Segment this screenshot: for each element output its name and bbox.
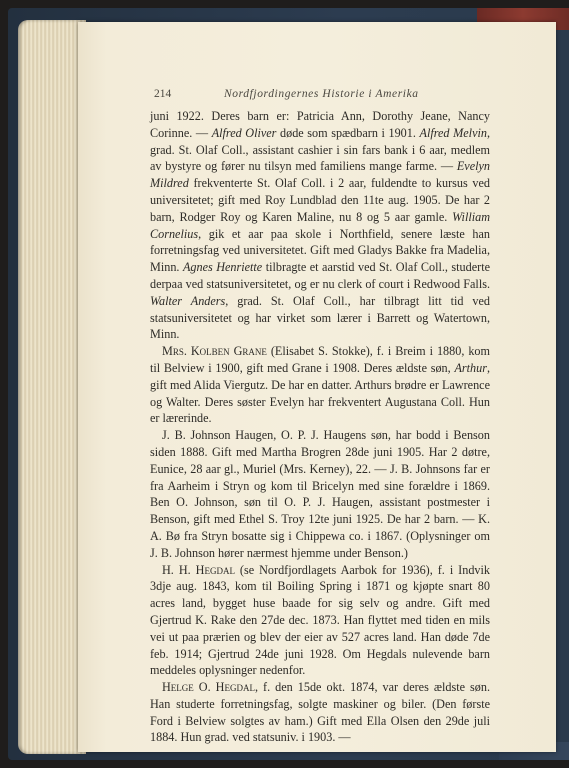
person-name: Walter Anders <box>150 293 226 308</box>
text-run: , gik et aar paa skole i Northfield, senere læste han forretningsfag ved universitetet. Gift med Gladys Bakke fra Madelia, Minn. <box>150 226 490 275</box>
text-run: døde som spædbarn i 1901. <box>276 125 420 140</box>
person-name: Evelyn Mildred <box>150 159 490 191</box>
text-run: , grad. St. Olaf Coll., assistant cashier i sin fars bank i 6 aar, medlem av bystyre og fører nu tilsyn med familiens mange farme. — <box>150 125 491 174</box>
page-number: 214 <box>154 88 172 100</box>
heading-name: Hegdal <box>195 562 235 577</box>
person-name: William Cornelius <box>150 209 490 241</box>
heading-name: Helge O. Hegdal <box>162 680 255 695</box>
text-run: juni 1922. Deres barn er: Patricia Ann, Dorothy Jeane, Nancy Corinne. — <box>150 109 490 140</box>
person-name: Arthur <box>454 360 487 375</box>
text-run: , gift med Alida Viergutz. De har en datter. Arthurs brødre er Lawrence og Walter. Deres søster Evelyn har frekventert Augustana Coll. Hun er lærerinde. <box>150 360 490 426</box>
paragraph <box>150 562 490 680</box>
text-run: , f. den 15de okt. 1874, var deres ældste søn. Han studerte forretningsfag, solgte maskiner og biler. (Den første Ford i Belview solgtes av ham.) Gift med Ella Olsen den 29de juli 1884. Hun grad. ved statsuniv. i 1903. — <box>150 680 490 745</box>
text-run: frekventerte St. Olaf Coll. i 2 aar, fuldendte to kursus ved universitetet; gift med Roy Lundblad den 11te aug. 1905. De har 2 barn, Rodger Roy og Karen Maline, nu 8 og 5 aar gamle. <box>150 176 490 224</box>
heading-name: Mrs. Kolben Grane <box>162 344 267 359</box>
paragraph <box>150 679 490 746</box>
person-name: Agnes Henriette <box>182 260 263 275</box>
person-name: Alfred Melvin <box>419 125 487 140</box>
text-run: J. B. Johnson Haugen, O. P. J. Haugens søn, har bodd i Benson siden 1888. Gift med Martha Brogren 28de juni 1905. Har 2 døtre, Eunice, 28 aar gl., Muriel (Mrs. Kerney), 22. — J. B. Johnsons far er fra Aarheim i Stryn og kom til Bricelyn med sine forældre i 1869. Ben O. Johnson, søn til O. P. J. Haugen, assistant postmester i Benson, gift med Ethel S. Troy 12te juni 1925. De har 2 barn. — K. A. Bø fra Stryn bosatte sig i Chippewa co. i 1867. (Oplysninger om J. B. Johnson hører nærmest hjemme under Benson.) <box>150 428 490 560</box>
page-stack <box>18 20 86 754</box>
text-run: (Elisabet S. Stokke), f. i Breim i 1880, kom til Belview i 1900, gift med Grane i 1908. Deres ældste søn, <box>150 344 490 375</box>
text-run: H. H. <box>162 562 196 577</box>
paragraph <box>150 343 490 427</box>
person-name: Alfred Oliver <box>211 125 277 140</box>
body-text <box>150 108 490 746</box>
running-head <box>152 88 488 104</box>
paragraph <box>150 427 490 561</box>
text-run: tilbragte et aarstid ved St. Olaf Coll., studerte derpaa ved statsuniversitetet, og er nu clerk of court i Redwood Falls. <box>150 260 490 291</box>
paragraph <box>150 108 490 343</box>
running-title: Nordfjordingernes Historie i Amerika <box>224 88 419 100</box>
text-run: , grad. St. Olaf Coll., har tilbragt litt tid ved statsuniversitetet og har virket som lærer i Barrett og Watertown, Minn. <box>150 293 490 342</box>
text-run: (se Nordfjordlagets Aarbok for 1936), f. i Indvik 3dje aug. 1843, kom til Boiling Spring i 1871 og kjøpte snart 80 acres land, bygget huse baade for sig selv og andre. Gift med Gjertrud K. Rake den 27de dec. 1873. Han flyttet med tiden en mils vei ut paa prærien og blev der eier av 527 acres land. Han døde 7de feb. 1914; Gjertrud 24de juni 1928. Om Hegdals nulevende barn meddeles oplysninger nedenfor. <box>150 562 490 678</box>
